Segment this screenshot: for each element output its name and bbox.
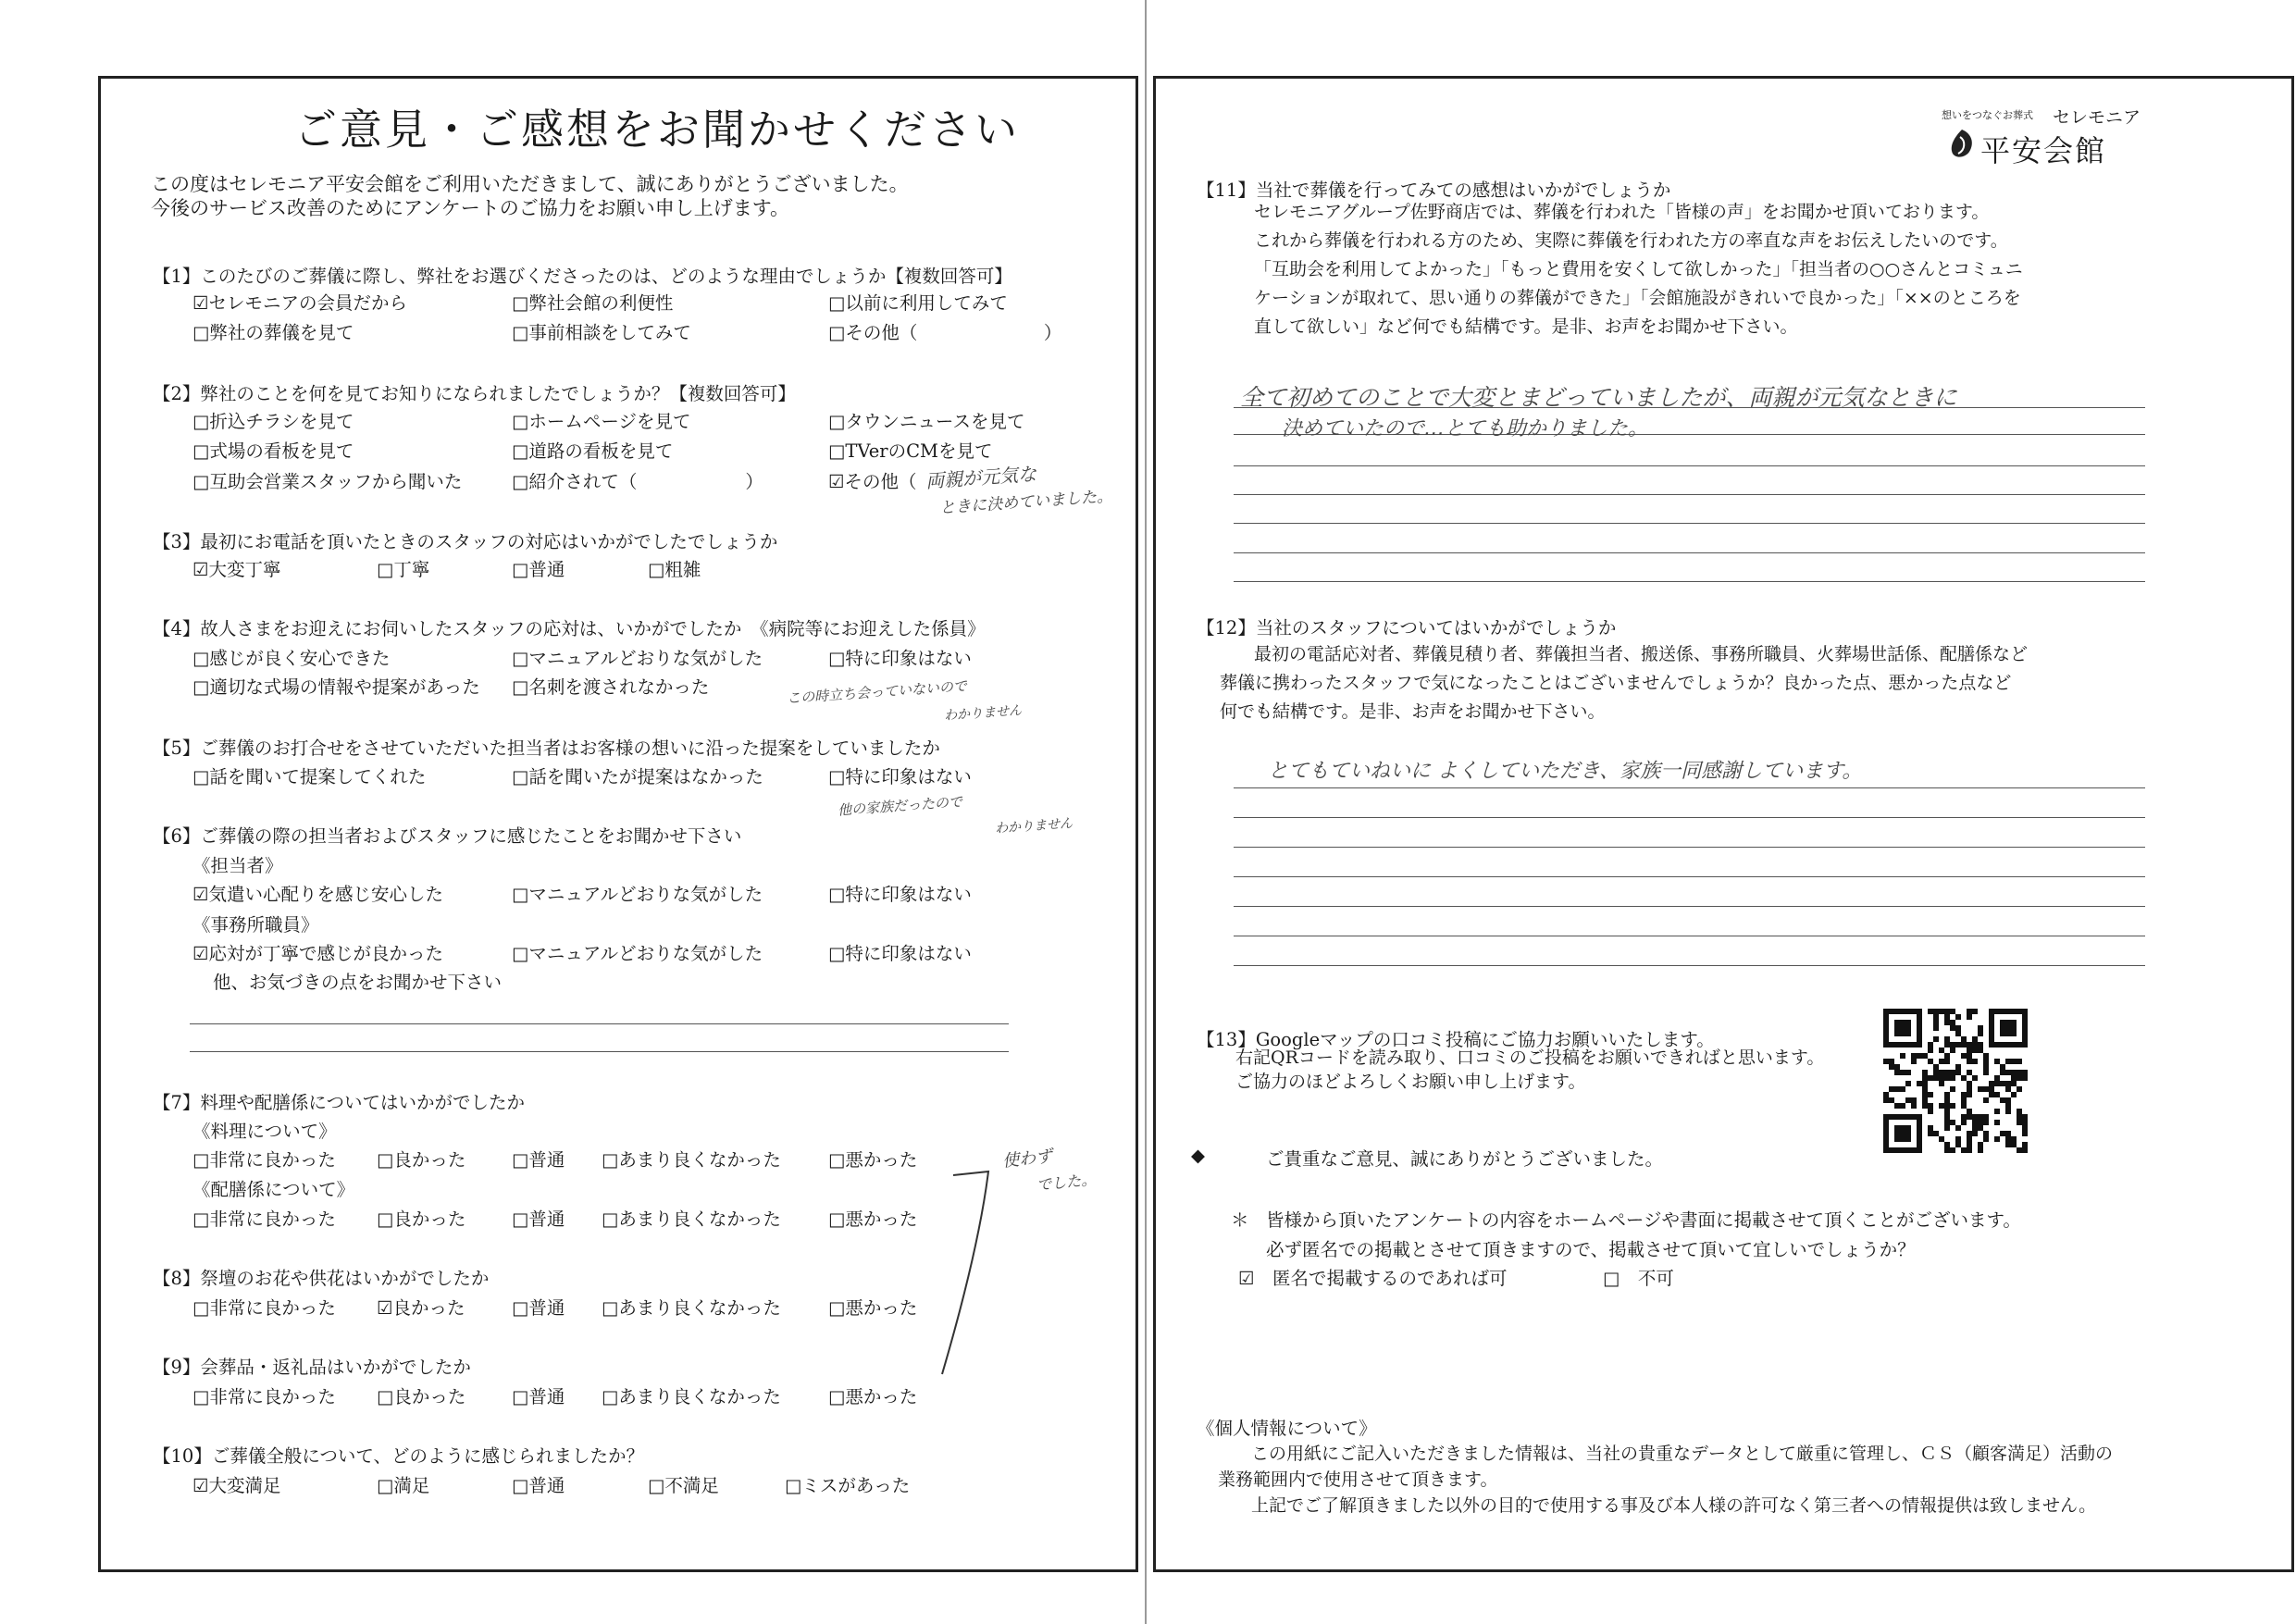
q5-option[interactable]: □話を聞いたが提案はなかった xyxy=(512,766,763,787)
q2-handwriting: ときに決めていました。 xyxy=(938,487,1113,518)
q2-option[interactable]: □紹介されて（ ） xyxy=(512,471,763,492)
q11-body-line: 「互助会を利用してよかった」「もっと費用を安くして欲しかった」「担当者の○○さんとコミュニ xyxy=(1254,259,2023,279)
q6-option[interactable]: □特に印象はない xyxy=(828,943,972,964)
q8-option[interactable]: □非常に良かった xyxy=(192,1297,336,1319)
q9-option[interactable]: □あまり良くなかった xyxy=(602,1386,781,1407)
q8-option[interactable]: □普通 xyxy=(512,1297,565,1319)
q11-body-line: 直して欲しい」など何でも結構です。是非、お声をお聞かせ下さい。 xyxy=(1254,316,1798,337)
q7-sub-service: 《配膳係について》 xyxy=(192,1179,355,1200)
q2-heading: 【2】弊社のことを何を見てお知りになられましたでしょうか？【複数回答可】 xyxy=(153,383,796,404)
q2-option[interactable]: □ホームページを見て xyxy=(512,411,691,432)
q2-option[interactable]: □互助会営業スタッフから聞いた xyxy=(192,471,463,492)
q3-heading: 【3】最初にお電話を頂いたときのスタッフの対応はいかがでしたでしょうか xyxy=(153,531,778,552)
q12-body-line: 最初の電話応対者、葬儀見積り者、葬儀担当者、搬送係、事務所職員、火葬場世話係、配膳係など xyxy=(1254,644,2029,664)
q6-sub-office: 《事務所職員》 xyxy=(192,914,319,936)
q10-option[interactable]: □満足 xyxy=(377,1475,430,1496)
q6-option[interactable]: □マニュアルどおりな気がした xyxy=(512,943,763,964)
thanks-bullet: ◆ xyxy=(1191,1145,1205,1166)
q2-option[interactable]: □道路の看板を見て xyxy=(512,440,674,462)
q6-heading: 【6】ご葬儀の際の担当者およびスタッフに感じたことをお聞かせ下さい xyxy=(153,825,742,847)
q10-option[interactable]: □不満足 xyxy=(648,1475,719,1496)
q12-answer-line xyxy=(1234,965,2145,966)
q12-answer-line xyxy=(1234,906,2145,907)
q13-heading: 【13】Googleマップの口コミ投稿にご協力お願いいたします。 xyxy=(1197,1029,1715,1050)
q7-option[interactable]: □非常に良かった xyxy=(192,1149,336,1171)
q1-option[interactable]: □以前に利用してみて xyxy=(828,292,1008,314)
q7-pen-stroke xyxy=(935,1166,1027,1379)
q9-option[interactable]: □良かった xyxy=(377,1386,466,1407)
brand-logo xyxy=(1942,107,2141,172)
q5-handwriting: わかりません xyxy=(994,816,1074,837)
intro-line-1: この度はセレモニア平安会館をご利用いただきまして、誠にありがとうございました。 xyxy=(151,173,909,195)
q8-heading: 【8】祭壇のお花や供花はいかがでしたか xyxy=(153,1268,490,1289)
q11-heading: 【11】当社で葬儀を行ってみての感想はいかがでしょうか xyxy=(1197,180,1671,201)
q11-answer-line xyxy=(1234,494,2145,495)
q12-answer-line xyxy=(1234,817,2145,818)
logo-name: 平安会館 xyxy=(1980,133,2107,168)
q8-option[interactable]: □悪かった xyxy=(828,1297,918,1319)
q11-body-line: セレモニアグループ佐野商店では、葬儀を行われた「皆様の声」をお聞かせ頂いております。 xyxy=(1254,202,1990,222)
q4-option[interactable]: □名刺を渡されなかった xyxy=(512,676,710,698)
q6-other-label: 他、お気づきの点をお聞かせ下さい xyxy=(213,972,503,993)
consent-option-yes[interactable]: ☑ 匿名で掲載するのであれば可 xyxy=(1238,1268,1508,1289)
q10-heading: 【10】ご葬儀全般について、どのように感じられましたか？ xyxy=(153,1445,645,1467)
q10-option[interactable]: □普通 xyxy=(512,1475,565,1496)
logo-mark-icon xyxy=(1947,128,1977,161)
privacy-heading: 《個人情報について》 xyxy=(1197,1418,1377,1439)
q7-handwriting: 使わず xyxy=(1001,1147,1054,1172)
q12-answer-line xyxy=(1234,876,2145,877)
q4-heading: 【4】故人さまをお迎えにお伺いしたスタッフの応対は、いかがでしたか 《病院等にお迎えした係員》 xyxy=(153,618,986,639)
privacy-line: 上記でご了解頂きました以外の目的で使用する事及び本人様の許可なく第三者への情報提供は致しません。 xyxy=(1251,1495,2097,1516)
q13-body-line: 右記QRコードを読み取り、口コミのご投稿をお願いできればと思います。 xyxy=(1235,1048,1825,1068)
q4-handwriting: わかりません xyxy=(943,703,1023,724)
q4-option[interactable]: □適切な式場の情報や提案があった xyxy=(192,676,480,698)
q6-option[interactable]: □特に印象はない xyxy=(828,884,972,905)
q6-option[interactable]: ☑気遣い心配りを感じ安心した xyxy=(192,884,443,905)
intro-line-2: 今後のサービス改善のためにアンケートのご協力をお願い申し上げます。 xyxy=(151,197,790,219)
q6-comment-line xyxy=(190,1023,1009,1024)
q7-handwriting: でした。 xyxy=(1036,1170,1097,1195)
q1-option[interactable]: ☑セレモニアの会員だから xyxy=(192,292,407,314)
note-mark: ＊ xyxy=(1231,1209,1249,1231)
q1-option[interactable]: □弊社の葬儀を見て xyxy=(192,322,354,343)
q1-heading: 【1】このたびのご葬儀に際し、弊社をお選びくださったのは、どのような理由でしょうか【複数回答可】 xyxy=(153,266,1012,287)
q3-option[interactable]: □丁寧 xyxy=(377,559,430,580)
q13-body-line: ご協力のほどよろしくお願い申し上げます。 xyxy=(1235,1072,1586,1092)
logo-brand: セレモニア xyxy=(2053,107,2141,128)
q11-body-line: これから葬儀を行われる方のため、実際に葬儀を行われた方の率直な声をお伝えしたいのです。 xyxy=(1254,230,2008,251)
q7-option[interactable]: □普通 xyxy=(512,1209,565,1230)
note-line: 必ず匿名での掲載とさせて頂きますので、掲載させて頂いて宜しいでしょうか？ xyxy=(1266,1239,1916,1260)
q12-body-line: 葬儀に携わったスタッフで気になったことはございませんでしょうか？良かった点、悪かった点など xyxy=(1220,673,2012,693)
q9-option[interactable]: □非常に良かった xyxy=(192,1386,336,1407)
q9-option[interactable]: □悪かった xyxy=(828,1386,918,1407)
q3-option[interactable]: ☑大変丁寧 xyxy=(192,559,281,580)
q2-option[interactable]: □式場の看板を見て xyxy=(192,440,354,462)
q9-option[interactable]: □普通 xyxy=(512,1386,565,1407)
q10-option[interactable]: ☑大変満足 xyxy=(192,1475,281,1496)
qr-code-icon[interactable] xyxy=(1883,1009,2048,1157)
q11-answer-line xyxy=(1234,552,2145,553)
q7-sub-food: 《料理について》 xyxy=(192,1121,337,1142)
q2-option[interactable]: ☑その他（ xyxy=(828,471,917,492)
q7-option[interactable]: □悪かった xyxy=(828,1149,918,1171)
q7-option[interactable]: □良かった xyxy=(377,1209,466,1230)
q11-handwriting: 決めていたので…とても助かりました。 xyxy=(1282,417,1649,440)
q3-option[interactable]: □粗雑 xyxy=(648,559,701,580)
q7-option[interactable]: □あまり良くなかった xyxy=(602,1149,781,1171)
q11-answer-line xyxy=(1234,465,2145,466)
q1-option[interactable]: □その他（ ） xyxy=(828,322,1062,343)
survey-title: ご意見・ご感想をお聞かせください xyxy=(294,105,1020,155)
q8-option[interactable]: ☑良かった xyxy=(377,1297,465,1319)
q5-option[interactable]: □特に印象はない xyxy=(828,766,972,787)
q1-option[interactable]: □事前相談をしてみて xyxy=(512,322,691,343)
q12-body-line: 何でも結構です。是非、お声をお聞かせ下さい。 xyxy=(1220,701,1606,722)
q11-answer-line xyxy=(1234,523,2145,524)
q7-option[interactable]: □非常に良かった xyxy=(192,1209,336,1230)
q1-option[interactable]: □弊社会館の利便性 xyxy=(512,292,674,314)
q2-option[interactable]: □タウンニュースを見て xyxy=(828,411,1025,432)
q6-comment-line xyxy=(190,1051,1009,1052)
q7-heading: 【7】料理や配膳係についてはいかがでしたか xyxy=(153,1092,526,1113)
page-fold xyxy=(1145,0,1147,1624)
q2-option[interactable]: □TVerのCMを見て xyxy=(828,440,993,462)
q6-option[interactable]: □マニュアルどおりな気がした xyxy=(512,884,763,905)
q12-handwriting: とてもていねいに よくしていただき、家族一同感謝しています。 xyxy=(1268,760,1863,783)
consent-option-no[interactable]: □ 不可 xyxy=(1603,1268,1674,1289)
q5-handwriting: 他の家族だったので xyxy=(837,793,963,819)
q7-option[interactable]: □あまり良くなかった xyxy=(602,1209,781,1230)
q6-sub-staff: 《担当者》 xyxy=(192,855,283,876)
q5-option[interactable]: □話を聞いて提案してくれた xyxy=(192,766,427,787)
q12-answer-line xyxy=(1234,787,2145,788)
note-line: 皆様から頂いたアンケートの内容をホームページや書面に掲載させて頂くことがございます。 xyxy=(1266,1209,2021,1231)
q9-heading: 【9】会葬品・返礼品はいかがでしたか xyxy=(153,1357,471,1378)
q12-answer-line xyxy=(1234,847,2145,848)
q4-handwriting: この時立ち会っていないので xyxy=(786,677,968,707)
q10-option[interactable]: □ミスがあった xyxy=(785,1475,911,1496)
privacy-line: 業務範囲内で使用させて頂きます。 xyxy=(1218,1469,1498,1490)
q12-heading: 【12】当社のスタッフについてはいかがでしょうか xyxy=(1197,617,1617,638)
q7-option[interactable]: □悪かった xyxy=(828,1209,918,1230)
q2-handwriting: 両親が元気な xyxy=(925,462,1037,493)
q6-option[interactable]: ☑応対が丁寧で感じが良かった xyxy=(192,943,443,964)
logo-tagline: 想いをつなぐお葬式 xyxy=(1942,109,2033,121)
q7-option[interactable]: □良かった xyxy=(377,1149,466,1171)
q3-option[interactable]: □普通 xyxy=(512,559,565,580)
q7-option[interactable]: □普通 xyxy=(512,1149,565,1171)
q4-option[interactable]: □特に印象はない xyxy=(828,648,972,669)
privacy-line: この用紙にご記入いただきました情報は、当社の貴重なデータとして厳重に管理し、ＣＳ（顧客満足）活動の xyxy=(1251,1444,2114,1464)
q11-handwriting: 全て初めてのことで大変とまどっていましたが、両親が元気なときに xyxy=(1240,384,1957,411)
q11-answer-line xyxy=(1234,581,2145,582)
q11-body-line: ケーションが取れて、思い通りの葬儀ができた」「会館施設がきれいで良かった」「××のところを xyxy=(1254,288,2021,308)
q8-option[interactable]: □あまり良くなかった xyxy=(602,1297,781,1319)
q4-option[interactable]: □マニュアルどおりな気がした xyxy=(512,648,763,669)
q4-option[interactable]: □感じが良く安心できた xyxy=(192,648,391,669)
q2-option[interactable]: □折込チラシを見て xyxy=(192,411,354,432)
q5-heading: 【5】ご葬儀のお打合せをさせていただいた担当者はお客様の想いに沿った提案をしていましたか xyxy=(153,738,940,759)
thanks-message: ご貴重なご意見、誠にありがとうございました。 xyxy=(1266,1148,1664,1170)
